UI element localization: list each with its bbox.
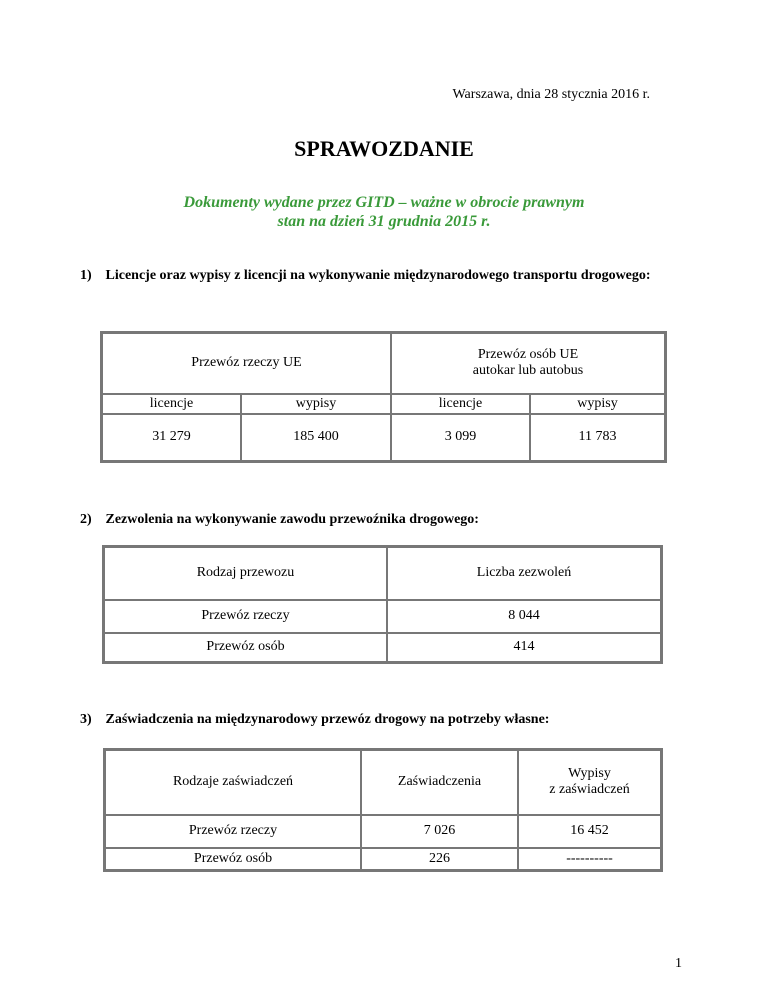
subheader-cell: wypisy — [530, 394, 666, 414]
section-text: Zezwolenia na wykonywanie zawodu przewoźnika drogowego: — [105, 512, 479, 527]
header-line: Przewóz osób UE — [477, 347, 579, 363]
row-label: Przewóz osób — [104, 633, 388, 663]
section-2-heading — [80, 511, 670, 528]
header-cell: Liczba zezwoleń — [387, 547, 662, 600]
header-cell: Zaświadczenia — [361, 750, 518, 815]
value-cell: 31 279 — [102, 414, 242, 462]
value-cell: 16 452 — [518, 815, 662, 848]
licences-table — [100, 331, 667, 463]
permits-table — [102, 545, 663, 664]
header-line: autokar lub autobus — [472, 363, 584, 379]
section-1-heading — [80, 267, 670, 284]
value-cell: 414 — [387, 633, 662, 663]
table-row — [105, 848, 662, 871]
section-text: Zaświadczenia na międzynarodowy przewóz drogowy na potrzeby własne: — [105, 712, 550, 727]
header-cell: Rodzaj przewozu — [104, 547, 388, 600]
table-row — [104, 633, 662, 663]
section-number: 2) — [80, 512, 92, 527]
value-cell: 3 099 — [391, 414, 530, 462]
section-3-heading — [80, 711, 670, 728]
value-cell: 185 400 — [241, 414, 391, 462]
header-line: Wypisy — [568, 766, 611, 782]
subheader-cell: wypisy — [241, 394, 391, 414]
value-cell: 7 026 — [361, 815, 518, 848]
value-cell: ---------- — [518, 848, 662, 871]
header-cell — [391, 333, 666, 394]
section-number: 3) — [80, 712, 92, 727]
page-title: SPRAWOZDANIE — [294, 136, 474, 161]
value-cell: 11 783 — [530, 414, 666, 462]
subheader-cell: licencje — [102, 394, 242, 414]
section-number: 1) — [80, 268, 92, 283]
table-row — [104, 600, 662, 633]
row-label: Przewóz osób — [105, 848, 362, 871]
value-cell: 8 044 — [387, 600, 662, 633]
value-cell: 226 — [361, 848, 518, 871]
date-line: Warszawa, dnia 28 stycznia 2016 r. — [452, 87, 650, 102]
table-row — [105, 815, 662, 848]
header-cell — [518, 750, 662, 815]
row-label: Przewóz rzeczy — [104, 600, 388, 633]
section-text: Licencje oraz wypisy z licencji na wykonywanie międzynarodowego transportu drogowego: — [105, 268, 651, 283]
subtitle-line2: stan na dzień 31 grudnia 2015 r. — [277, 213, 491, 230]
header-cell: Przewóz rzeczy UE — [102, 333, 392, 394]
row-label: Przewóz rzeczy — [105, 815, 362, 848]
header-cell: Rodzaje zaświadczeń — [105, 750, 362, 815]
header-line: z zaświadczeń — [549, 782, 630, 798]
page-number: 1 — [675, 956, 682, 971]
subheader-cell: licencje — [391, 394, 530, 414]
subtitle-line1: Dokumenty wydane przez GITD – ważne w obrocie prawnym — [183, 194, 585, 211]
certificates-table — [103, 748, 663, 872]
